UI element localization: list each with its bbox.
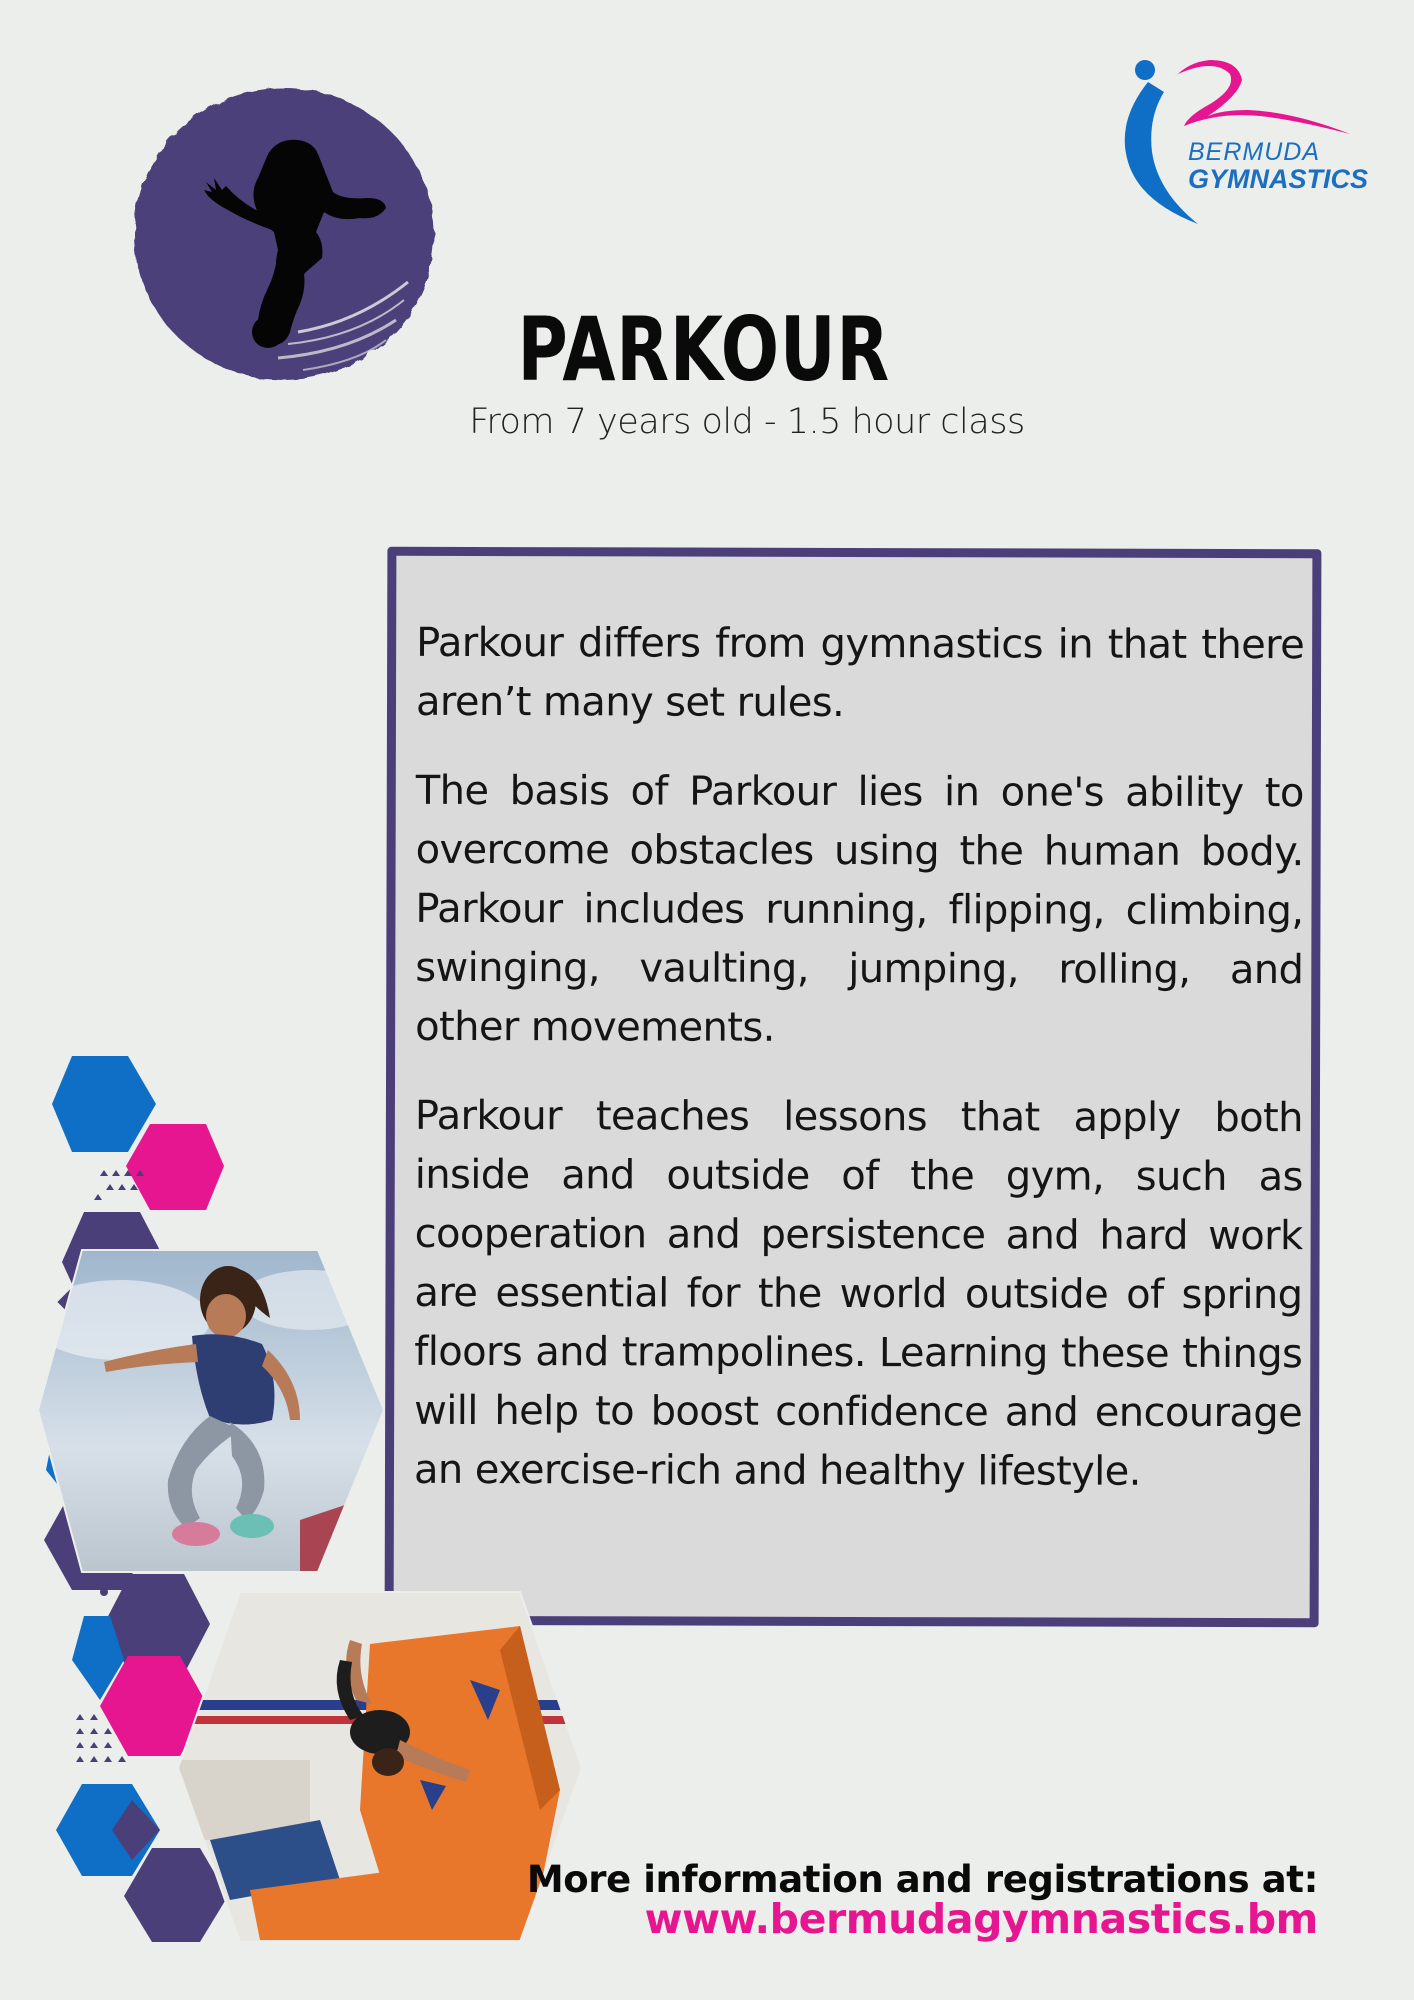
footer-info-label: More information and registrations at: bbox=[526, 1858, 1318, 1901]
page-title-wrapper bbox=[0, 298, 1414, 401]
logo-text-gymnastics: GYMNASTICS bbox=[1188, 164, 1369, 194]
hexagon-photo-collage bbox=[0, 1040, 600, 2000]
page-subtitle: From 7 years old - 1.5 hour class bbox=[469, 402, 1025, 442]
description-paragraph: Parkour differs from gymnastics in that there aren’t many set rules. bbox=[415, 619, 1305, 726]
photo-girl-jumping bbox=[30, 1250, 390, 1580]
logo-text-bermuda: BERMUDA bbox=[1188, 138, 1321, 166]
page-title: PARKOUR bbox=[517, 298, 891, 401]
footer-website-link[interactable]: www.bermudagymnastics.bm bbox=[644, 1895, 1318, 1943]
bermuda-gymnastics-logo bbox=[1118, 52, 1369, 232]
description-paragraph: The basis of Parkour lies in one's ability to overcome obstacles using the human body. Parkour includes running, flipping, climbing, swinging, vaulting, jumping, rolling, and other movements. bbox=[415, 767, 1304, 1051]
description-paragraph: Parkour teaches lessons that apply both inside and outside of the gym, such as cooperation and persistence and hard work are essential for the world outside of spring floors and trampolines. Learning these things will help to boost confidence and encourage an exercise-rich and healthy lifestyle. bbox=[413, 1092, 1303, 1495]
